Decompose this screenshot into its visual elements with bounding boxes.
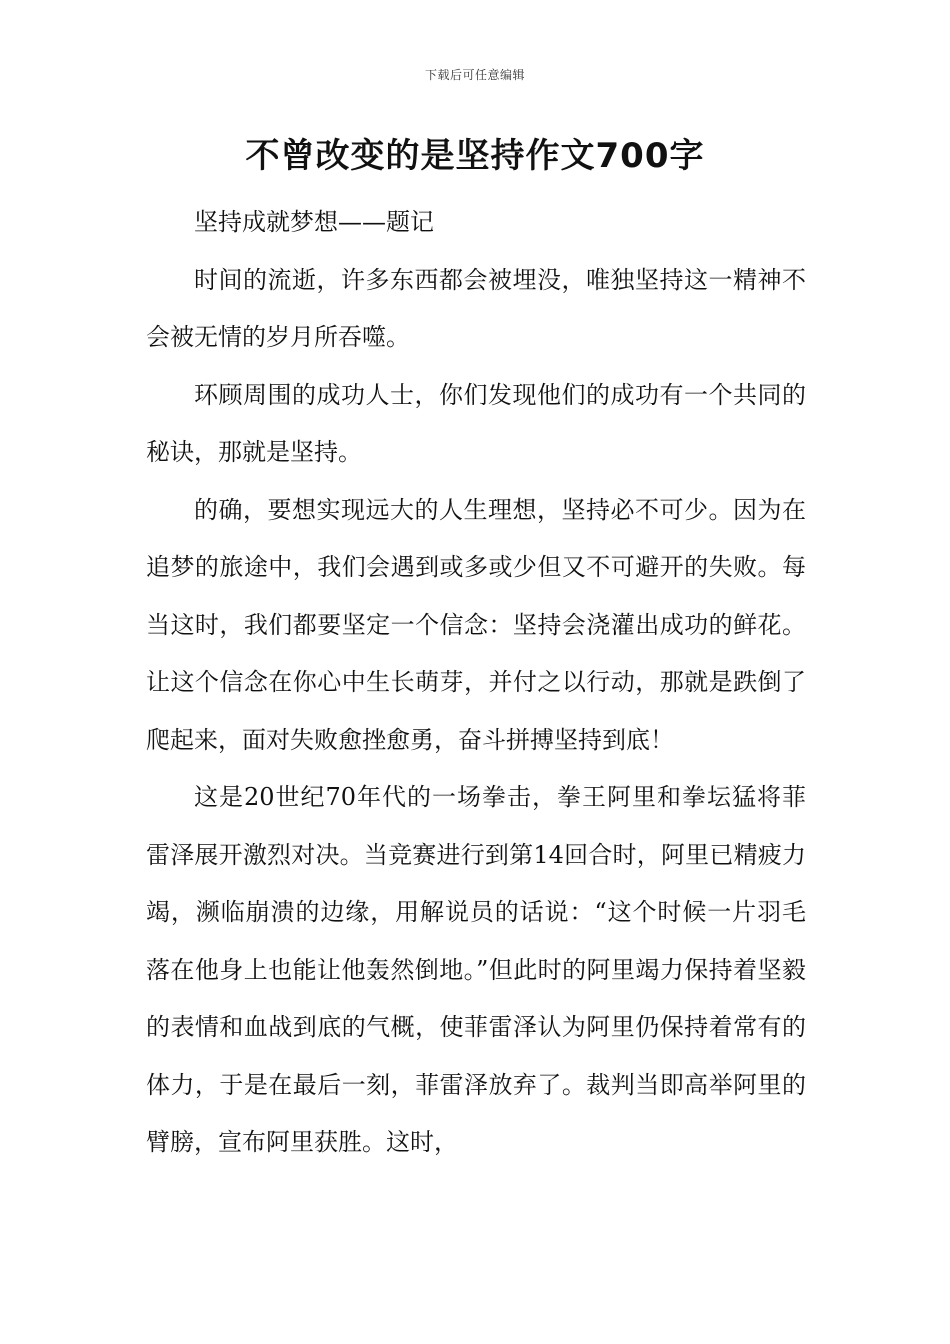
epigraph-paragraph: 坚持成就梦想——题记 xyxy=(194,208,434,236)
body-paragraph: 环顾周围的成功人士，你们发现他们的成功有一个共同的秘诀，那就是坚持。 xyxy=(146,380,806,466)
header-note: 下载后可任意编辑 xyxy=(424,68,525,82)
body-paragraph: 的确，要想实现远大的人生理想，坚持必不可少。因为在追梦的旅途中，我们会遇到或多或少但又不可避开的失败。每当这时，我们都要坚定一个信念：坚持会浇灌出成功的鲜花。让这个信念在你心中生长萌芽，并付之以行动，那就是跌倒了爬起来，面对失败愈挫愈勇，奋斗拼搏坚持到底！ xyxy=(146,495,806,754)
document-title: 不曾改变的是坚持作文700字 xyxy=(245,136,705,176)
body-paragraph: 时间的流逝，许多东西都会被埋没，唯独坚持这一精神不会被无情的岁月所吞噬。 xyxy=(146,265,806,351)
body-paragraph: 这是20世纪70年代的一场拳击，拳王阿里和拳坛猛将菲雷泽展开激烈对决。当竞赛进行到第14回合时，阿里已精疲力竭，濒临崩溃的边缘，用解说员的话说：“这个时候一片羽毛落在他身上也能让他轰然倒地。”但此时的阿里竭力保持着坚毅的表情和血战到底的气概，使菲雷泽认为阿里仍保持着常有的体力，于是在最后一刻，菲雷泽放弃了。裁判当即高举阿里的臂膀，宣布阿里获胜。这时， xyxy=(146,783,806,1156)
document-body xyxy=(146,194,806,1172)
